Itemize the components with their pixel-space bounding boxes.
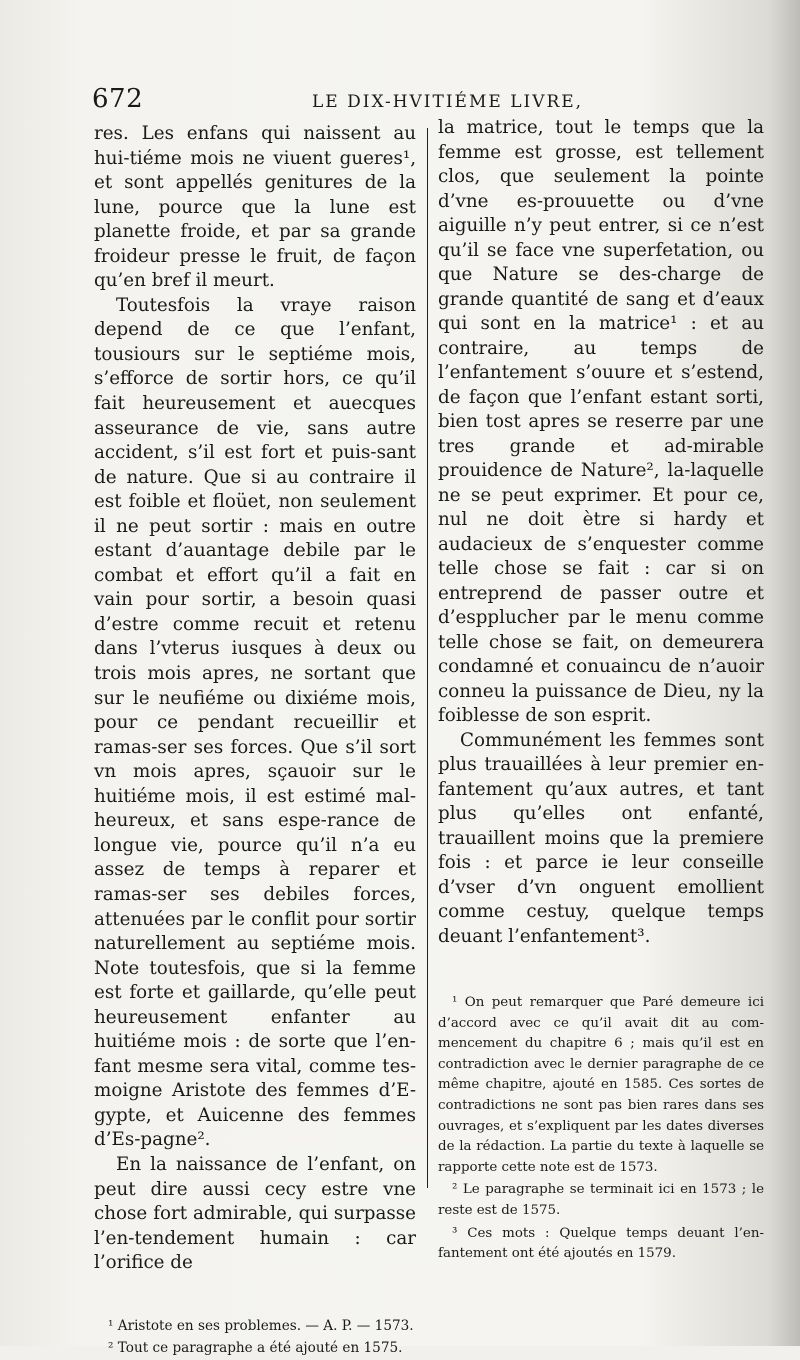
left-paragraph-3: En la naissance de l’enfant, on peut dire aussi cecy estre vne chose fort admirable, qui surpasse l’en-tendement humain : car l’orifice de [94, 1153, 416, 1274]
page-number: 672 [92, 84, 144, 114]
left-footnote-2: ² Tout ce paragraphe a été ajouté en 1575. [108, 1339, 403, 1356]
right-footnote-1: ¹ On peut remarquer que Paré demeure ici d’accord avec ce qu’il avait dit au com-mencement du chapitre 6 ; mais qu’il est en contradiction avec le dernier paragraphe de ce même chapitre, ajouté en 1585. Ces sortes de contradictions ne sont pas bien rares dans ses ouvrages, et s’expliquent par les dates diverses de la rédaction. La partie du texte à laquelle se rapporte cette note est de 1573. [438, 995, 764, 1175]
left-paragraph-1: res. Les enfans qui naissent au hui-tiéme mois ne viuent gueres¹, et sont appellés genitures de la lune, pource que la lune est planette froide, et par sa grande froideur presse le fruit, de façon qu’en bref il meurt. [94, 123, 416, 292]
left-footnote-1: ¹ Aristote en ses problemes. — A. P. — 1573. [108, 1317, 414, 1334]
left-paragraph-2: Toutesfois la vraye raison depend de ce que l’enfant, tousiours sur le septiéme mois, s’efforce de sortir hors, ce qu’il fait heureusement et auecques asseurance de vie, sans autre accident, s’il est fort et puis-sant de nature. Que si au contraire il est foible et floüet, non seulement il ne peut sortir : mais en outre estant d’auantage debile par le combat et effort qu’il a fait en vain pour sortir, a besoin quasi d’estre comme recuit et retenu dans l’vterus iusques à deux ou trois mois apres, ne sortant que sur le neufiéme ou dixiéme mois, pour ce pendant recueillir et ramas-ser ses forces. Que s’il sort vn mois apres, sçauoir sur le huitiéme mois, il est estimé mal-heureux, et sans espe-rance de longue vie, pource qu’il n’a eu assez de temps à reparer et ramas-ser ses debiles forces, attenuées par le conflit pour sortir naturellement au septiéme mois. Note toutesfois, que si la femme est forte et gaillarde, qu’elle peut heureusement enfanter au huitiéme mois : de sorte que l’en-fant mesme sera vital, comme tes-moigne Aristote des femmes d’E-gypte, et Auicenne des femmes d’Es-pagne². [94, 294, 416, 1151]
right-paragraph-1: la matrice, tout le temps que la femme est grosse, est tellement clos, que seulement la pointe d’vne es-prouuette ou d’vne aiguille n’y peut entrer, si ce n’est qu’il se face vne superfetation, ou que Nature se des-charge de grande quantité de sang et d’eaux qui sont en la matrice¹ : et au contraire, au temps de l’enfantement s’ouure et s’estend, de façon que l’enfant estant sorti, bien tost apres se reserre par une tres grande et ad-mirable prouidence de Nature², la-laquelle ne se peut exprimer. Et pour ce, nul ne doit ètre si hardy et audacieux de s’enquester comme telle chose se fait : car si on entreprend de passer outre et d’espplucher par le menu comme telle chose se fait, on demeurera condamné et conuaincu de n’auoir conneu la puissance de Dieu, ny la foiblesse de son esprit. [438, 117, 764, 726]
column-divider [427, 128, 428, 1188]
right-column [438, 116, 764, 1267]
right-footnote-3: ³ Ces mots : Quelque temps deuant l’en-fantement ont été ajoutés en 1579. [438, 1225, 764, 1262]
right-body-text [438, 116, 764, 949]
running-head: LE DIX-HVITIÉME LIVRE, [312, 92, 584, 112]
left-body-text [94, 122, 416, 1276]
right-footnotes [438, 993, 764, 1265]
right-paragraph-2: Communément les femmes sont plus trauaillées à leur premier en-fantement qu’aux autres, et tant plus qu’elles ont enfanté, trauaillent moins que la premiere fois : et parce ie leur conseille d’vser d’vn onguent emollient comme cestuy, quelque temps deuant l’enfantement³. [438, 729, 764, 947]
left-column [94, 122, 416, 1360]
right-footnote-2: ² Le paragraphe se terminait ici en 1573 ; le reste est de 1575. [438, 1182, 764, 1218]
left-footnotes [94, 1316, 416, 1358]
